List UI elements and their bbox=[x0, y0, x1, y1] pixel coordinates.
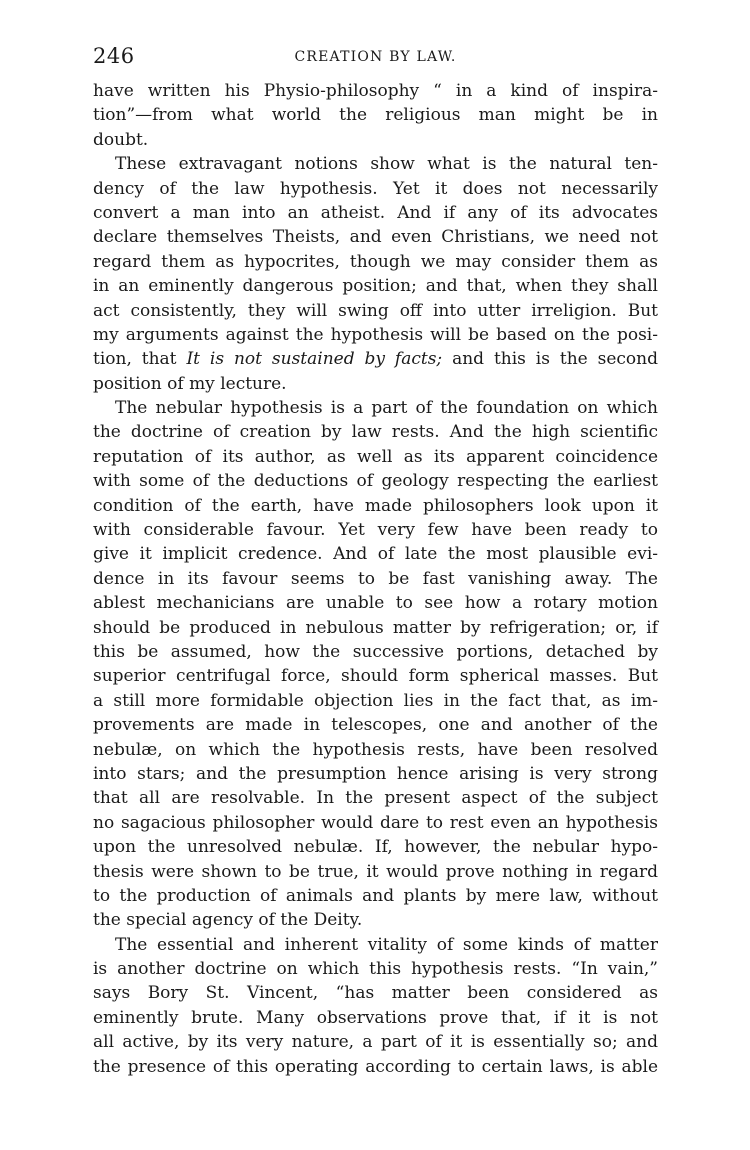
text-line-continuation: and this is the second bbox=[442, 349, 659, 370]
text-line bbox=[93, 860, 658, 884]
text-line bbox=[93, 908, 658, 932]
text-line-content: no sagacious philosopher would dare to rest even an hypothesis bbox=[93, 812, 658, 833]
text-line bbox=[93, 957, 658, 981]
text-line bbox=[93, 250, 658, 274]
text-line-content: The nebular hypothesis is a part of the foundation on which bbox=[115, 398, 658, 419]
text-line-content: provements are made in telescopes, one and another of the bbox=[93, 715, 658, 736]
text-line-content: thesis were shown to be true, it would prove nothing in regard bbox=[93, 861, 658, 882]
text-line bbox=[93, 274, 658, 298]
page-number: 246 bbox=[93, 44, 135, 68]
text-line bbox=[93, 664, 658, 688]
text-line bbox=[93, 177, 658, 201]
text-line bbox=[93, 347, 658, 371]
text-line-content: regard them as hypocrites, though we may consider them as bbox=[93, 251, 658, 272]
text-line bbox=[93, 884, 658, 908]
text-line-content: declare themselves Theists, and even Christians, we need not bbox=[93, 227, 658, 248]
text-line-content: reputation of its author, as well as its apparent coincidence bbox=[93, 446, 658, 467]
text-line bbox=[93, 152, 658, 176]
text-line bbox=[93, 738, 658, 762]
text-line bbox=[93, 616, 658, 640]
text-line-content: The essential and inherent vitality of some kinds of matter bbox=[115, 934, 658, 955]
text-line-content: dency of the law hypothesis. Yet it does not necessarily bbox=[93, 178, 658, 199]
text-line bbox=[93, 494, 658, 518]
text-line bbox=[93, 420, 658, 444]
text-line bbox=[93, 1006, 658, 1030]
text-line bbox=[93, 201, 658, 225]
text-line bbox=[93, 323, 658, 347]
text-line bbox=[93, 445, 658, 469]
text-line bbox=[93, 518, 658, 542]
text-line-content: my arguments against the hypothesis will be based on the posi- bbox=[93, 324, 658, 345]
text-line-content: dence in its favour seems to be fast vanishing away. The bbox=[93, 568, 658, 589]
body-text bbox=[93, 79, 658, 1079]
text-line-content: this be assumed, how the successive portions, detached by bbox=[93, 641, 658, 662]
book-page bbox=[93, 40, 658, 1079]
text-line bbox=[93, 762, 658, 786]
text-line bbox=[93, 1030, 658, 1054]
text-line bbox=[93, 933, 658, 957]
text-line-content: should be produced in nebulous matter by refrigeration; or, if bbox=[93, 617, 658, 638]
text-line-content: act consistently, they will swing off into utter irreligion. But bbox=[93, 300, 658, 321]
text-line bbox=[93, 103, 658, 127]
text-line bbox=[93, 128, 658, 152]
text-line bbox=[93, 835, 658, 859]
text-line-content: give it implicit credence. And of late the most plausible evi- bbox=[93, 544, 658, 565]
italic-phrase: It is not sustained by facts; bbox=[186, 349, 443, 370]
text-line-content: with considerable favour. Yet very few have been ready to bbox=[93, 520, 658, 541]
text-line-content: ablest mechanicians are unable to see how a rotary motion bbox=[93, 593, 658, 614]
text-line-content: tion, that bbox=[93, 349, 177, 370]
text-line bbox=[93, 811, 658, 835]
running-title: CREATION BY LAW. bbox=[294, 49, 457, 65]
text-line-content: nebulæ, on which the hypothesis rests, have been resolved bbox=[93, 739, 658, 760]
text-line-content: superior centrifugal force, should form spherical masses. But bbox=[93, 666, 658, 687]
text-line-content: all active, by its very nature, a part of it is essentially so; and bbox=[93, 1032, 658, 1053]
text-line-content: eminently brute. Many observations prove that, if it is not bbox=[93, 1007, 658, 1028]
text-line bbox=[93, 567, 658, 591]
text-line-content: in an eminently dangerous position; and that, when they shall bbox=[93, 276, 658, 297]
text-line-content: the doctrine of creation by law rests. And the high scientific bbox=[93, 422, 658, 443]
text-line bbox=[93, 372, 658, 396]
text-line-content: is another doctrine on which this hypothesis rests. “In vain,” bbox=[93, 959, 658, 980]
text-line bbox=[93, 299, 658, 323]
text-line-content: with some of the deductions of geology respecting the earliest bbox=[93, 471, 658, 492]
text-line-content: condition of the earth, have made philosophers look upon it bbox=[93, 495, 658, 516]
text-line bbox=[93, 981, 658, 1005]
text-line bbox=[93, 786, 658, 810]
text-line-content: upon the unresolved nebulæ. If, however, the nebular hypo- bbox=[93, 837, 658, 858]
text-line bbox=[93, 225, 658, 249]
text-line-content: These extravagant notions show what is the natural ten- bbox=[115, 154, 658, 175]
text-line bbox=[93, 640, 658, 664]
text-line bbox=[93, 396, 658, 420]
running-head bbox=[93, 40, 658, 74]
text-line bbox=[93, 689, 658, 713]
text-line-content: the presence of this operating according to certain laws, is able bbox=[93, 1056, 658, 1077]
text-line bbox=[93, 591, 658, 615]
text-line-content: position of my lecture. bbox=[93, 373, 287, 394]
text-line-content: says Bory St. Vincent, “has matter been considered as bbox=[93, 983, 658, 1004]
text-line-content: doubt. bbox=[93, 129, 149, 150]
text-line bbox=[93, 1055, 658, 1079]
text-line-content: tion”—from what world the religious man might be in bbox=[93, 105, 658, 126]
text-line bbox=[93, 713, 658, 737]
text-line bbox=[93, 469, 658, 493]
text-line bbox=[93, 542, 658, 566]
text-line-content: that all are resolvable. In the present aspect of the subject bbox=[93, 788, 658, 809]
text-line-content: a still more formidable objection lies in the fact that, as im- bbox=[93, 690, 658, 711]
text-line-content: into stars; and the presumption hence arising is very strong bbox=[93, 763, 658, 784]
text-line-content: the special agency of the Deity. bbox=[93, 910, 363, 931]
text-line-content: have written his Physio-philosophy “ in a kind of inspira- bbox=[93, 81, 658, 101]
text-line-content: convert a man into an atheist. And if any of its advocates bbox=[93, 202, 658, 223]
text-line-content: to the production of animals and plants by mere law, without bbox=[93, 885, 658, 906]
text-line bbox=[93, 79, 658, 103]
